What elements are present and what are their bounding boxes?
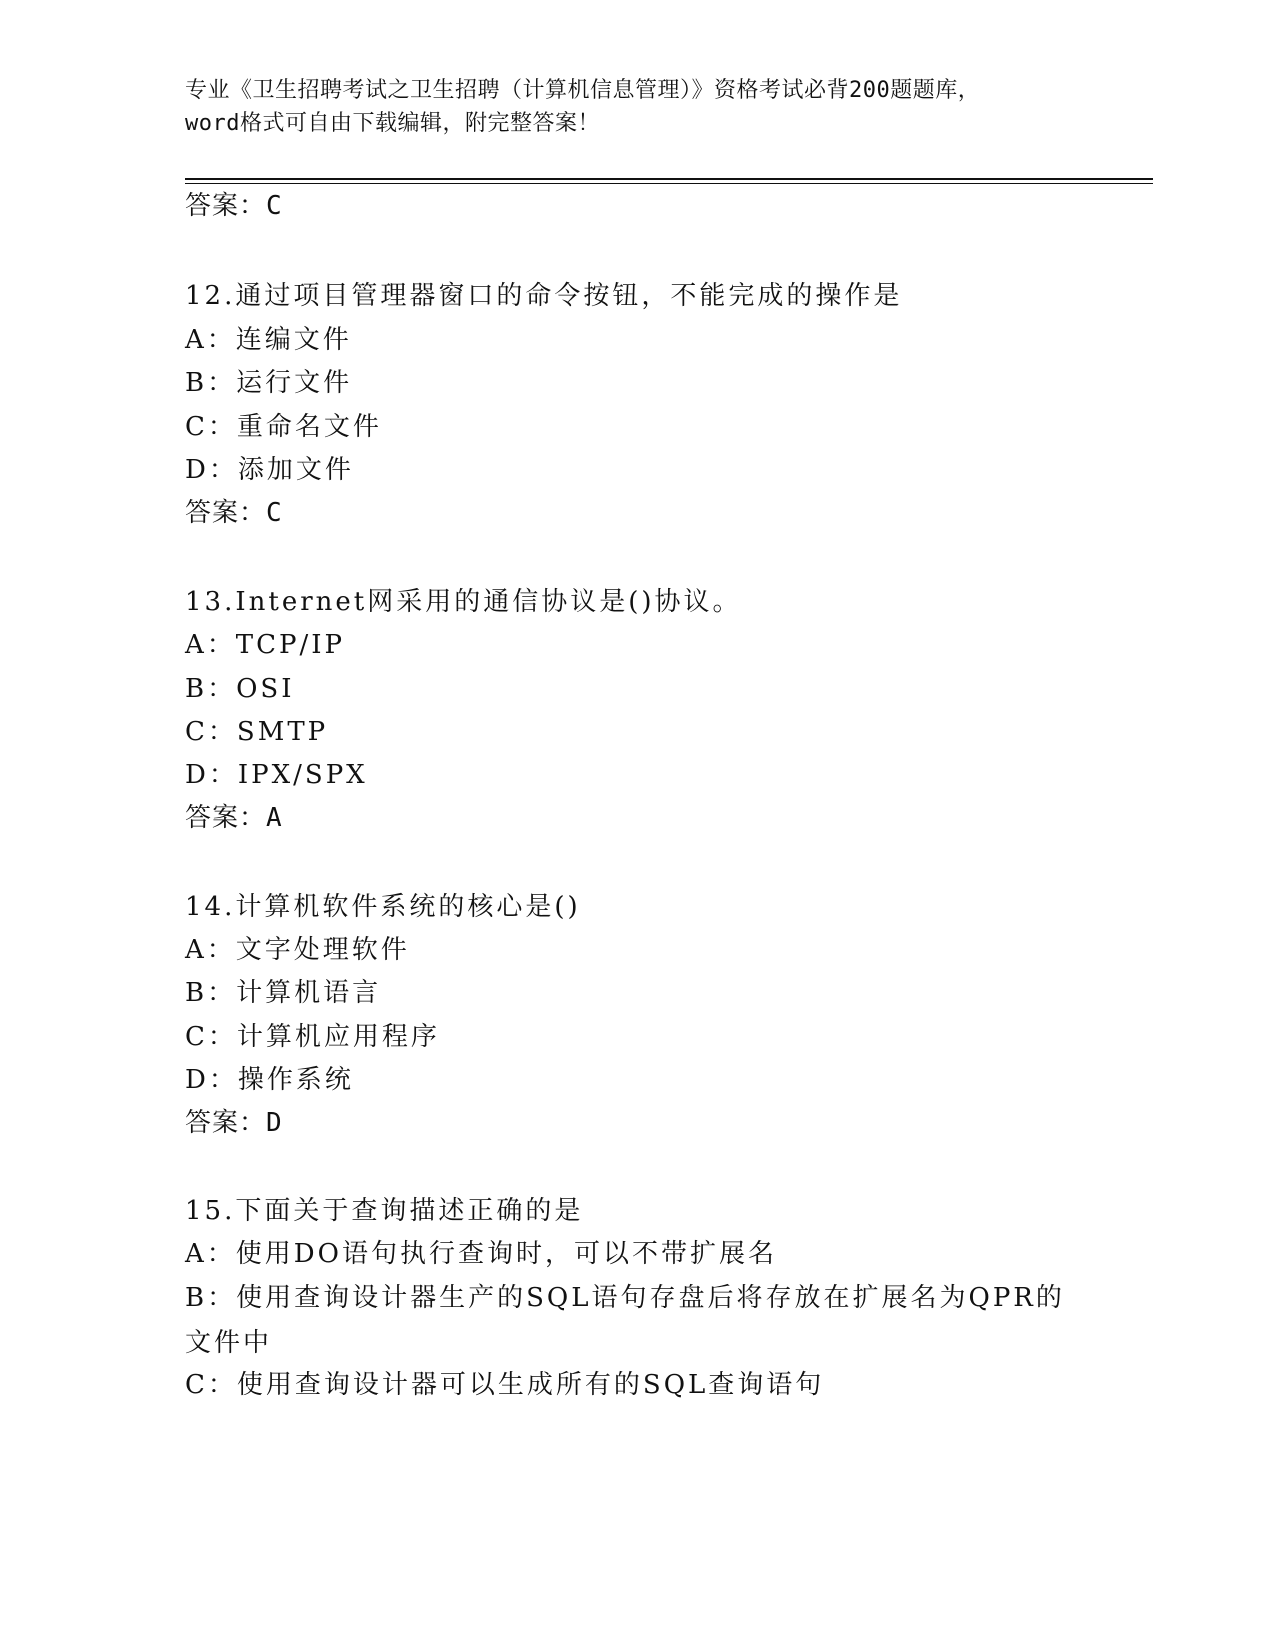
question-14-option-b: B：计算机语言	[185, 978, 382, 1008]
question-15-option-a: A：使用DO语句执行查询时，可以不带扩展名	[185, 1239, 777, 1269]
question-15-option-c: C：使用查询设计器可以生成所有的SQL查询语句	[185, 1370, 825, 1400]
question-14-option-a: A：文字处理软件	[185, 935, 410, 965]
question-14-option-c: C：计算机应用程序	[185, 1022, 440, 1052]
question-14-stem: 14.计算机软件系统的核心是()	[185, 892, 581, 922]
question-12-option-c: C：重命名文件	[185, 412, 382, 442]
question-13-option-c: C：SMTP	[185, 717, 329, 747]
document-header	[185, 74, 1085, 140]
header-rule-thin	[185, 183, 1153, 184]
question-12-option-b: B：运行文件	[185, 368, 353, 398]
question-13-stem: 13.Internet网采用的通信协议是()协议。	[185, 587, 742, 617]
question-15-option-b: B：使用查询设计器生产的SQL语句存盘后将存放在扩展名为QPR的文件中	[185, 1283, 1065, 1358]
question-15-stem: 15.下面关于查询描述正确的是	[185, 1196, 584, 1226]
header-line-2: word格式可自由下载编辑，附完整答案！	[185, 111, 600, 136]
question-12-answer: 答案：C	[185, 498, 283, 528]
question-13-option-b: B：OSI	[185, 674, 295, 704]
question-13-option-a: A：TCP/IP	[185, 630, 346, 660]
question-14-answer: 答案：D	[185, 1108, 283, 1138]
header-line-1: 专业《卫生招聘考试之卫生招聘（计算机信息管理）》资格考试必背200题题库，	[185, 78, 981, 103]
question-12-stem: 12.通过项目管理器窗口的命令按钮，不能完成的操作是	[185, 281, 903, 311]
question-13-answer: 答案：A	[185, 803, 283, 833]
question-13-option-d: D：IPX/SPX	[185, 760, 368, 790]
question-12-option-d: D：添加文件	[185, 455, 354, 485]
question-12-option-a: A：连编文件	[185, 325, 352, 355]
answer-top: 答案：C	[185, 191, 283, 221]
header-rule-thick	[185, 178, 1153, 180]
question-14-option-d: D：操作系统	[185, 1065, 354, 1095]
